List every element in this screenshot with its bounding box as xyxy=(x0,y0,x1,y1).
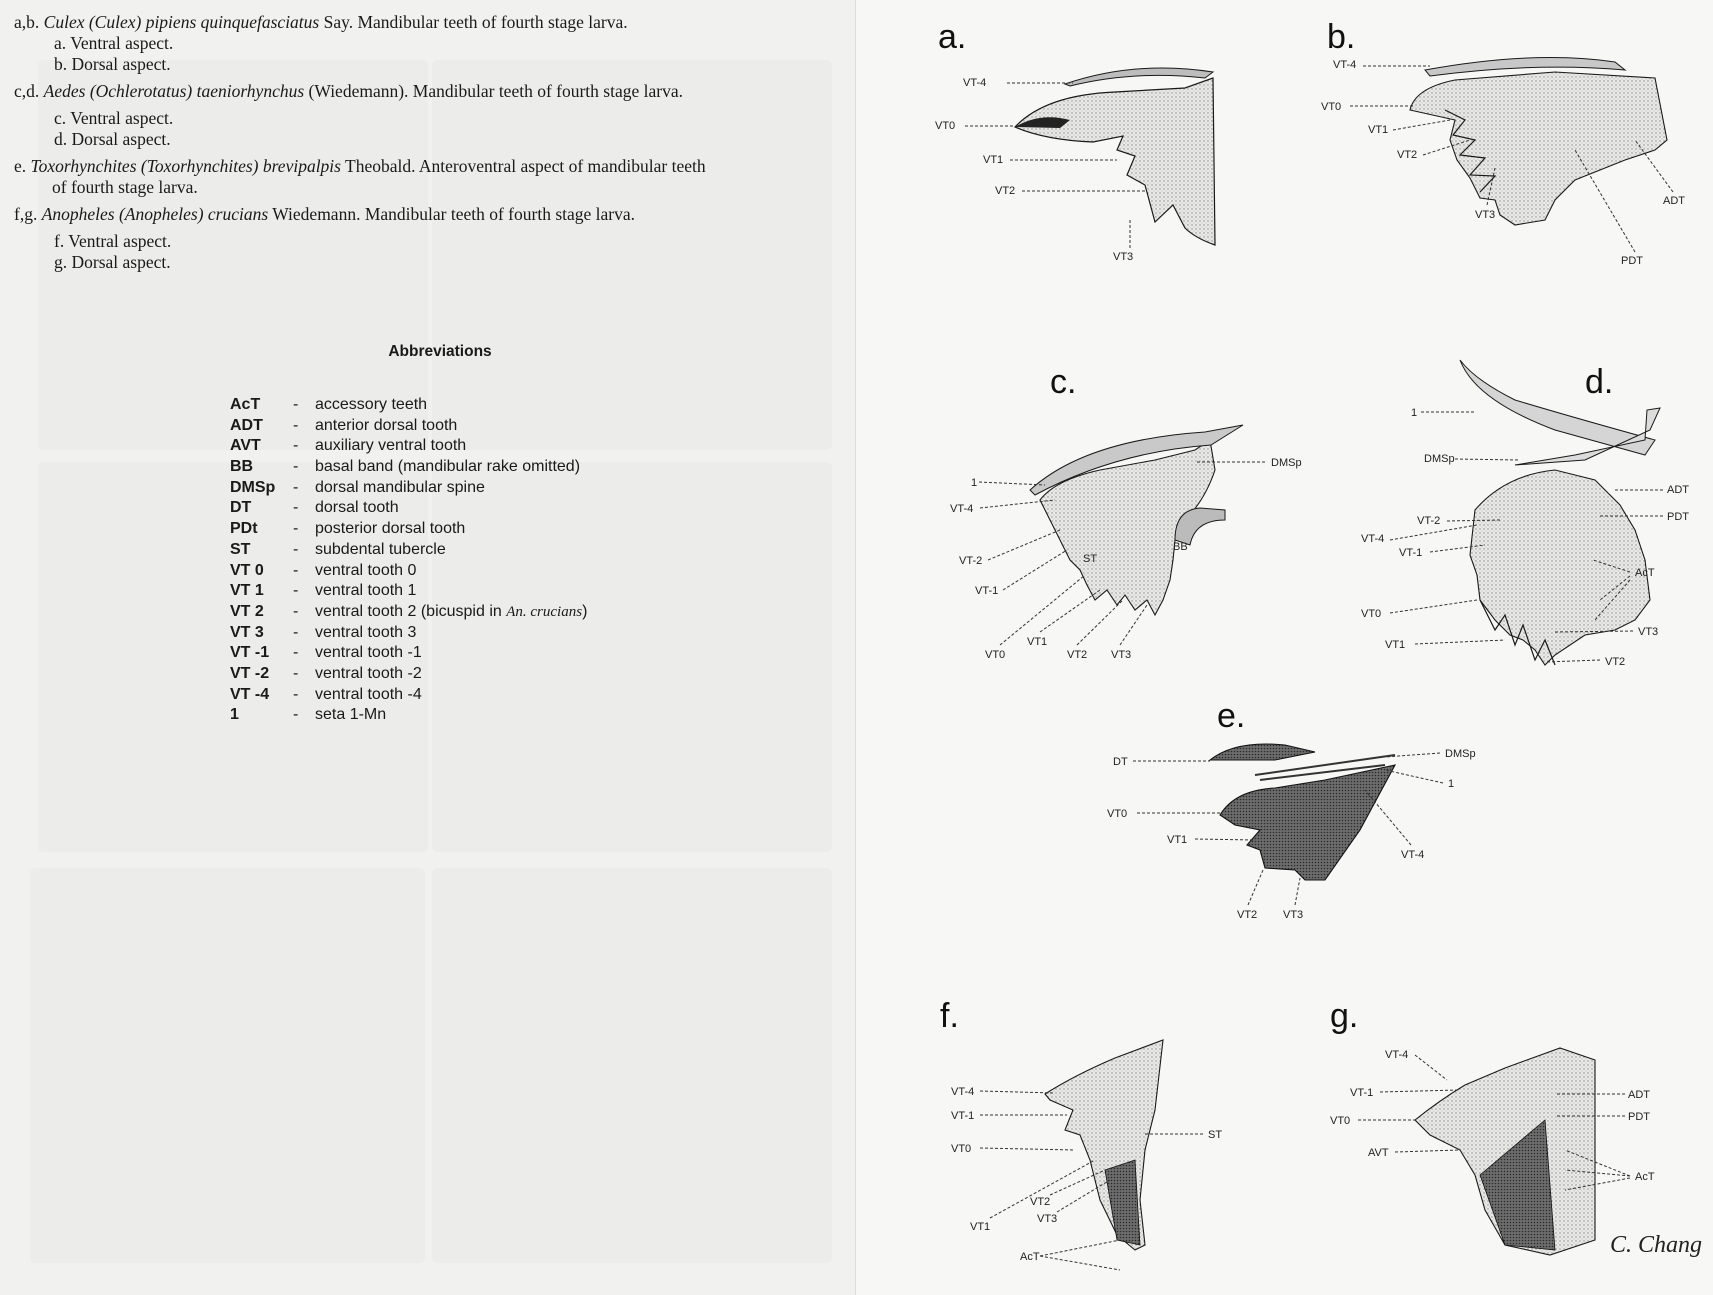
panel-e-label-vt3: VT3 xyxy=(1283,909,1304,921)
abbreviation-dash: - xyxy=(293,396,299,413)
legend-sub-c: c. Ventral aspect. xyxy=(54,108,174,128)
panel-c-label-vt-1: VT-1 xyxy=(975,585,999,597)
abbreviation-dash: - xyxy=(293,623,299,641)
panel-g-label-pdt: PDT xyxy=(1628,1111,1650,1123)
panel-d-leader xyxy=(1390,525,1477,540)
panel-e-dorsal-tooth xyxy=(1210,744,1315,760)
panel-c-label-vt2: VT2 xyxy=(1067,649,1088,661)
panel-b-label-vt1: VT1 xyxy=(1368,124,1389,136)
panel-f-label-vt2: VT2 xyxy=(1030,1196,1051,1208)
panel-a xyxy=(935,18,1215,263)
panel-d-label-act: AcT xyxy=(1635,567,1655,579)
abbreviation-code: VT -4 xyxy=(230,685,270,703)
panel-f-leader xyxy=(980,1091,1055,1093)
abbreviation-definition: ventral tooth 1 xyxy=(315,582,417,600)
bleed-through-plate xyxy=(432,462,832,852)
panel-f-label-st: ST xyxy=(1208,1129,1223,1141)
abbreviation-definition: ventral tooth -4 xyxy=(315,685,422,703)
bleed-through-plate xyxy=(432,868,832,1263)
panel-c-leader xyxy=(1003,550,1067,590)
panel-c-label-bb: BB xyxy=(1173,541,1188,553)
abbreviations-title: Abbreviations xyxy=(388,343,492,360)
legend-sub-f: f. Ventral aspect. xyxy=(54,231,172,251)
abbreviation-code: DMSp xyxy=(230,478,276,496)
panel-e-label-dt: DT xyxy=(1113,756,1128,768)
panel-a-label-vt1: VT1 xyxy=(983,154,1004,166)
abbreviation-dash: - xyxy=(293,478,299,496)
legend-sub-a: a. Ventral aspect. xyxy=(54,33,174,53)
panel-e-leader xyxy=(1365,790,1411,845)
panel-b-label-adt: ADT xyxy=(1663,195,1685,207)
panel-e-leader xyxy=(1248,870,1263,905)
panel-c-leader xyxy=(1040,590,1100,632)
legend-sub-g: g. Dorsal aspect. xyxy=(54,252,171,272)
abbreviation-dash: - xyxy=(293,437,299,455)
panel-g-leader xyxy=(1380,1090,1460,1092)
panel-f-leader xyxy=(980,1148,1075,1150)
panel-g-leader xyxy=(1395,1150,1460,1152)
abbreviation-dash: - xyxy=(293,520,299,538)
abbreviation-dash: - xyxy=(293,602,299,620)
abbreviation-code: VT -1 xyxy=(230,644,270,662)
abbreviation-code: ST xyxy=(230,540,251,558)
abbreviation-dash: - xyxy=(293,416,299,434)
legend-entry-fg: f,g. Anopheles (Anopheles) crucians Wiedemann. Mandibular teeth of fourth stage larva. xyxy=(14,204,636,224)
panel-d-label-pdt: PDT xyxy=(1667,511,1689,523)
panel-a-drawing xyxy=(1015,78,1215,245)
panel-c-label-vt0: VT0 xyxy=(985,649,1006,661)
panel-b-label-pdt: PDT xyxy=(1621,255,1643,267)
panel-e-leader xyxy=(1385,770,1443,783)
legend-entry-e: e. Toxorhynchites (Toxorhynchites) brevipalpis Theobald. Anteroventral aspect of mandibular teeth xyxy=(14,156,706,176)
panel-e-label-vt0: VT0 xyxy=(1107,808,1128,820)
abbreviation-dash: - xyxy=(293,582,299,600)
panel-d-label-vt1: VT1 xyxy=(1385,639,1406,651)
abbreviation-definition: posterior dorsal tooth xyxy=(315,520,466,538)
panel-a-vt-4-spine xyxy=(1065,68,1213,86)
panel-d-drawing xyxy=(1470,470,1650,665)
panel-b-label-vt2: VT2 xyxy=(1397,149,1418,161)
panel-d-label-vt-1: VT-1 xyxy=(1399,547,1423,559)
abbreviation-code: ADT xyxy=(230,416,263,434)
panel-d-label-vt-2: VT-2 xyxy=(1417,515,1441,527)
panel-f-leader xyxy=(990,1160,1095,1218)
panel-g-label-act: AcT xyxy=(1635,1171,1655,1183)
panel-b-drawing xyxy=(1410,72,1667,225)
panel-d-leader xyxy=(1415,640,1505,644)
panel-c-label-vt-4: VT-4 xyxy=(950,503,974,515)
panel-c-label-vt3: VT3 xyxy=(1111,649,1132,661)
panel-d-label-vt3: VT3 xyxy=(1638,626,1659,638)
abbreviation-code: AVT xyxy=(230,437,261,455)
abbreviation-dash: - xyxy=(293,664,299,682)
panel-c-leader xyxy=(1120,605,1147,645)
panel-a-label-vt0: VT0 xyxy=(935,120,956,132)
abbreviation-code: VT 2 xyxy=(230,602,264,620)
panel-a-label-vt2: VT2 xyxy=(995,185,1016,197)
panel-c-leader xyxy=(979,482,1045,485)
panel-b xyxy=(1321,18,1685,267)
panel-d-label-adt: ADT xyxy=(1667,484,1689,496)
abbreviation-dash: - xyxy=(293,706,299,724)
panel-letter-c: c. xyxy=(1050,363,1077,401)
bleed-through-plate xyxy=(30,868,425,1263)
abbreviation-code: AcT xyxy=(230,396,261,413)
panel-e-leader xyxy=(1295,878,1300,905)
panel-b-leader xyxy=(1393,120,1450,130)
panel-d-label-vt0: VT0 xyxy=(1361,608,1382,620)
legend-sub-d: d. Dorsal aspect. xyxy=(54,129,171,149)
panel-e-label-dmsp: DMSp xyxy=(1445,748,1476,760)
abbreviation-code: VT 3 xyxy=(230,623,264,641)
abbreviation-code: 1 xyxy=(230,706,239,724)
panel-e xyxy=(1107,697,1476,921)
abbreviation-dash: - xyxy=(293,499,299,517)
panel-d xyxy=(1361,360,1689,668)
abbreviation-definition: auxiliary ventral tooth xyxy=(315,437,467,455)
panel-g-label-vt-1: VT-1 xyxy=(1350,1087,1374,1099)
panel-e-label-vt1: VT1 xyxy=(1167,834,1188,846)
legend-entry-e-cont: of fourth stage larva. xyxy=(52,177,198,197)
panel-letter-b: b. xyxy=(1327,18,1356,56)
panel-f-label-vt-1: VT-1 xyxy=(951,1110,975,1122)
artist-signature: C. Chang xyxy=(1610,1232,1703,1258)
panel-d-leader xyxy=(1455,459,1520,460)
abbreviation-definition: ventral tooth 0 xyxy=(315,561,417,579)
abbreviation-code: VT 1 xyxy=(230,582,264,600)
abbreviation-dash: - xyxy=(293,561,299,579)
abbreviation-code: VT 0 xyxy=(230,561,264,579)
panel-b-label-vt-4: VT-4 xyxy=(1333,59,1357,71)
panel-g-label-avt: AVT xyxy=(1368,1147,1389,1159)
panel-f-accessory-teeth xyxy=(1105,1160,1140,1245)
abbreviation-definition: seta 1-Mn xyxy=(315,706,387,724)
panel-c-label-st: ST xyxy=(1083,553,1098,565)
abbreviation-dash: - xyxy=(293,644,299,662)
abbreviation-definition: anterior dorsal tooth xyxy=(315,416,458,434)
figure-legend xyxy=(14,12,844,273)
panel-letter-f: f. xyxy=(940,997,959,1035)
panel-g-label-vt-4: VT-4 xyxy=(1385,1049,1409,1061)
panel-c-label-vt-2: VT-2 xyxy=(959,555,983,567)
abbreviation-dash: - xyxy=(293,458,299,476)
panel-g-leader xyxy=(1415,1055,1447,1080)
abbreviation-dash: - xyxy=(293,685,299,703)
abbreviation-definition: accessory teeth xyxy=(315,396,428,413)
panel-c-leader xyxy=(1000,575,1085,645)
abbreviation-dash: - xyxy=(293,540,299,558)
panel-e-label-1: 1 xyxy=(1448,778,1455,790)
panel-b-label-vt0: VT0 xyxy=(1321,101,1342,113)
panel-letter-d: d. xyxy=(1585,363,1614,401)
panel-e-label-vt-4: VT-4 xyxy=(1401,849,1425,861)
panel-g-label-adt: ADT xyxy=(1628,1089,1650,1101)
panel-letter-e: e. xyxy=(1217,697,1246,735)
panel-c-label-1: 1 xyxy=(971,477,978,489)
panel-g-label-vt0: VT0 xyxy=(1330,1115,1351,1127)
abbreviation-code: DT xyxy=(230,499,252,517)
panel-b-label-vt3: VT3 xyxy=(1475,209,1496,221)
panel-a-label-vt-4: VT-4 xyxy=(963,77,987,89)
panel-e-leader xyxy=(1195,839,1255,840)
panel-f-drawing xyxy=(1045,1040,1163,1250)
panel-d-label-dmsp: DMSp xyxy=(1424,453,1455,465)
panel-letter-g: g. xyxy=(1330,997,1359,1035)
abbreviation-definition: ventral tooth 3 xyxy=(315,623,417,641)
abbreviation-code: VT -2 xyxy=(230,664,270,682)
abbreviation-definition: subdental tubercle xyxy=(315,540,446,558)
legend-entry-cd: c,d. Aedes (Ochlerotatus) taeniorhynchus (Wiedemann). Mandibular teeth of fourth stage larva. xyxy=(14,81,683,101)
mandible-figure-plate xyxy=(855,0,1713,1295)
panel-e-label-vt2: VT2 xyxy=(1237,909,1258,921)
abbreviation-definition: ventral tooth -1 xyxy=(315,644,422,662)
panel-c xyxy=(950,363,1302,661)
panel-d-label-vt-4: VT-4 xyxy=(1361,533,1385,545)
panel-a-label-vt3: VT3 xyxy=(1113,251,1134,263)
panel-c-leader xyxy=(988,530,1060,560)
abbreviation-definition: basal band (mandibular rake omitted) xyxy=(315,458,581,476)
panel-f-leader xyxy=(1040,1240,1120,1270)
panel-e-drawing xyxy=(1220,765,1395,880)
panel-c-label-dmsp: DMSp xyxy=(1271,457,1302,469)
panel-c-label-vt1: VT1 xyxy=(1027,636,1048,648)
abbreviation-definition: ventral tooth -2 xyxy=(315,664,422,682)
abbreviation-definition: dorsal mandibular spine xyxy=(315,478,485,496)
panel-d-label-vt2: VT2 xyxy=(1605,656,1626,668)
panel-f xyxy=(940,997,1222,1270)
panel-f-label-vt3: VT3 xyxy=(1037,1213,1058,1225)
legend-sub-b: b. Dorsal aspect. xyxy=(54,54,171,74)
panel-f-label-vt0: VT0 xyxy=(951,1143,972,1155)
abbreviation-definition: dorsal tooth xyxy=(315,499,399,517)
panel-f-label-vt1: VT1 xyxy=(970,1221,991,1233)
abbreviation-code: PDt xyxy=(230,520,258,538)
panel-b-vt-4-spine xyxy=(1425,58,1625,77)
panel-d-label-1: 1 xyxy=(1411,407,1418,419)
abbreviation-code: BB xyxy=(230,458,254,476)
panel-f-label-act: AcT xyxy=(1020,1251,1040,1263)
legend-entry-ab: a,b. Culex (Culex) pipiens quinquefasciatus Say. Mandibular teeth of fourth stage larva. xyxy=(14,12,628,32)
panel-g xyxy=(1330,997,1655,1255)
abbreviation-definition: ventral tooth 2 (bicuspid in An. crucians) xyxy=(315,602,588,620)
panel-c-leader xyxy=(1077,600,1123,645)
panel-f-label-vt-4: VT-4 xyxy=(951,1086,975,1098)
panel-letter-a: a. xyxy=(938,18,967,56)
panel-d-leader xyxy=(1390,600,1477,613)
